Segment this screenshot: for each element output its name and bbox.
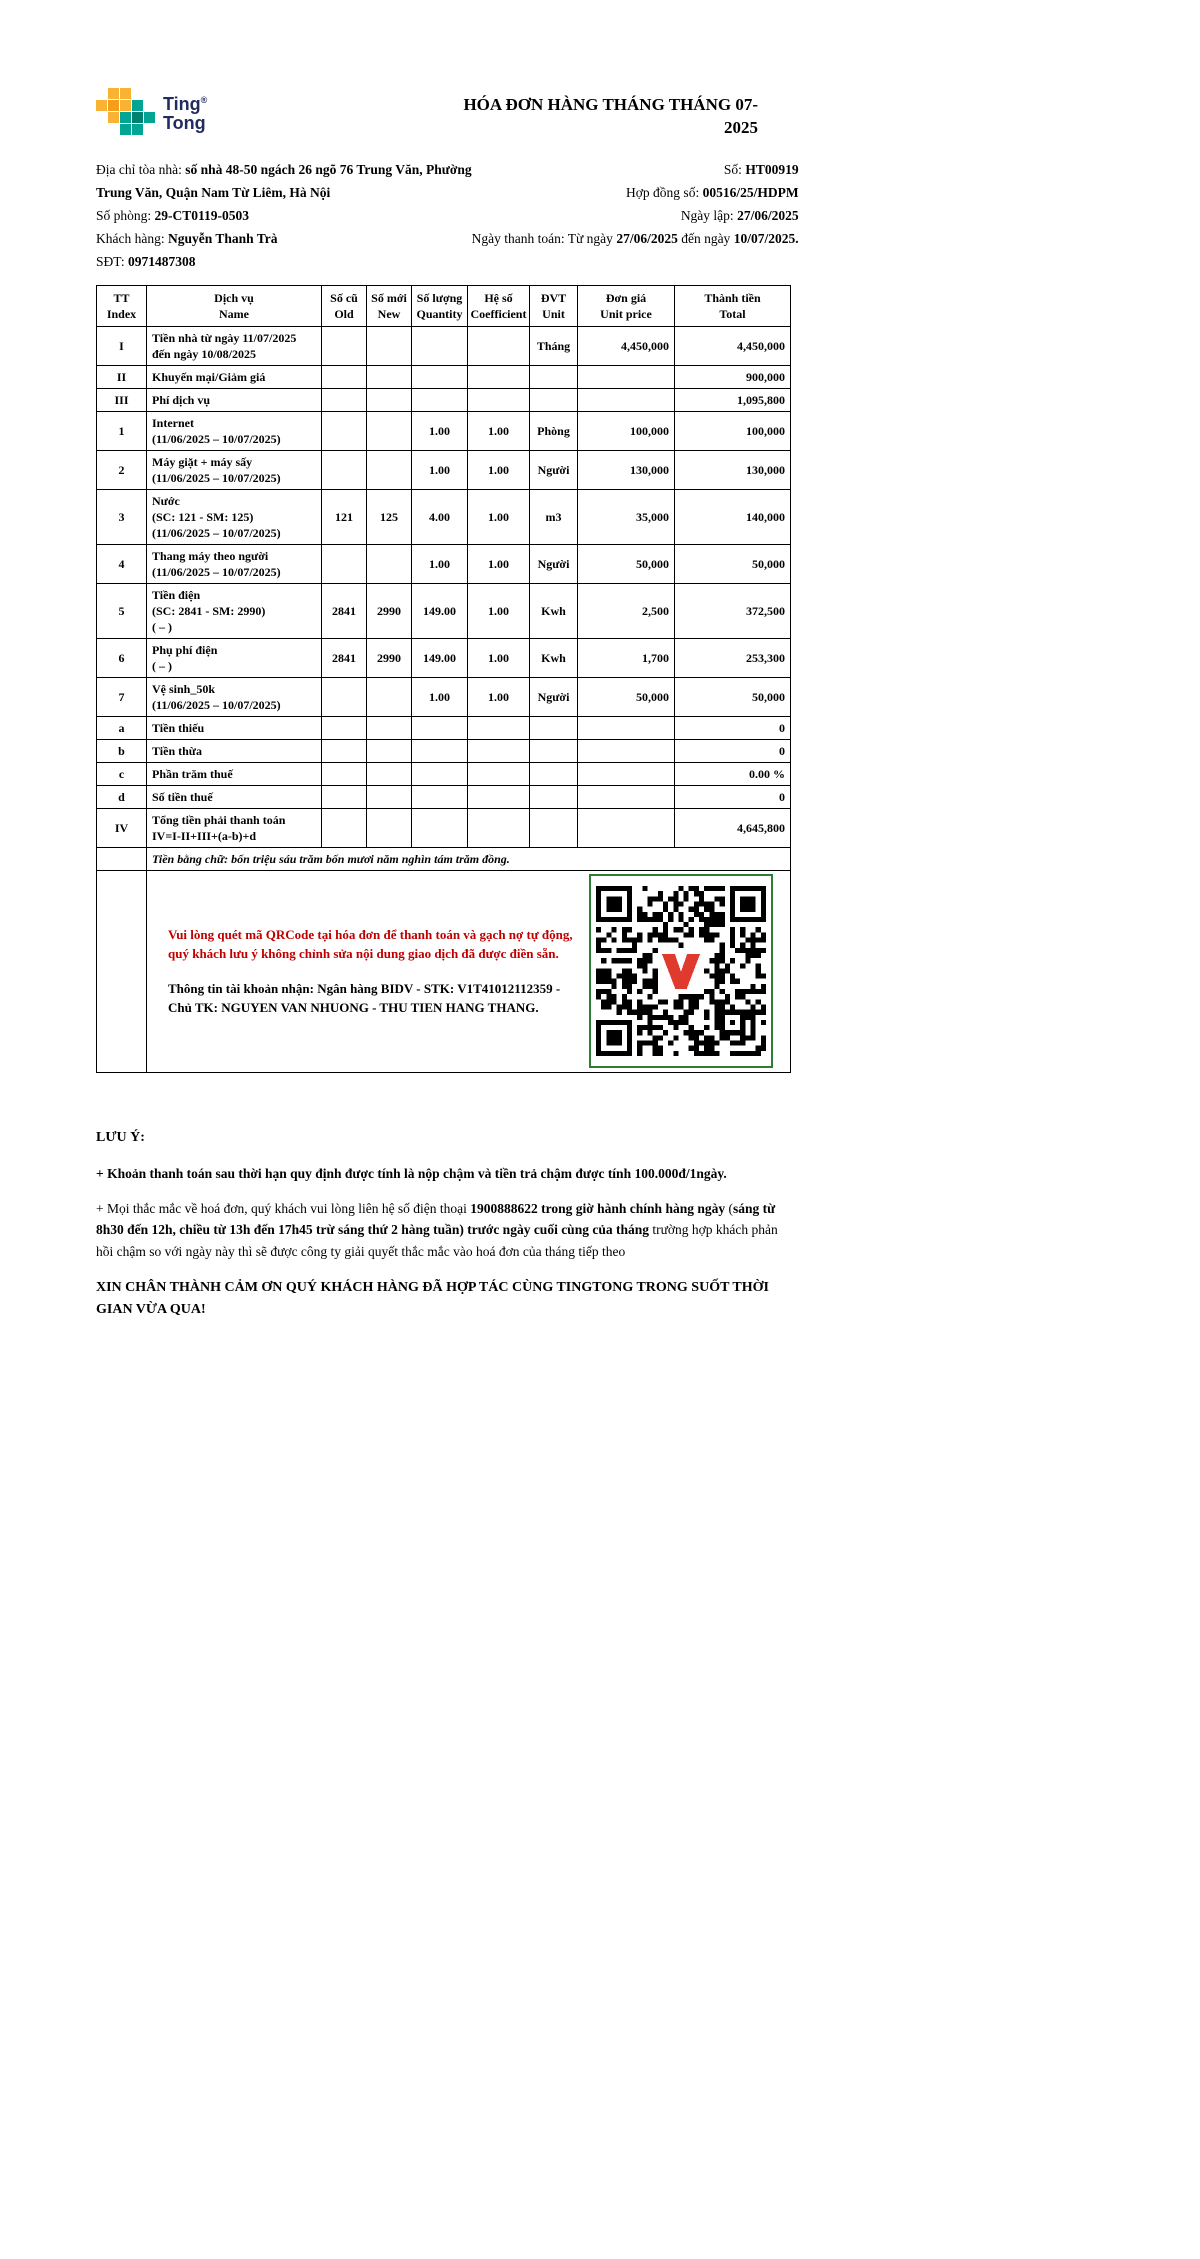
table-row [97,638,791,677]
cell-service [147,762,322,785]
cell-coefficient [468,716,530,739]
service-name-line: (SC: 121 - SM: 125) [152,509,254,524]
cell-total: 100,000 [675,411,791,450]
cell-total: 50,000 [675,677,791,716]
cell-total: 0 [675,716,791,739]
cell-service [147,739,322,762]
cell-old: 2841 [322,583,367,638]
cell-old: 2841 [322,638,367,677]
service-name-line: Tiền thiếu [152,720,205,735]
cell-new: 125 [367,489,412,544]
table-row [97,739,791,762]
cell-service [147,785,322,808]
cell-total: 1,095,800 [675,388,791,411]
invoice-meta-left [96,158,472,273]
cell-coefficient [468,388,530,411]
cell-unit [530,739,578,762]
hotline-number: 1900888622 trong giờ hành chính hàng ngày [470,1200,726,1216]
cell-unit-price [578,388,675,411]
cell-unit [530,762,578,785]
service-name-line: Tiền điện [152,587,201,602]
cell-unit: Tháng [530,326,578,365]
service-name-line: Phụ phí điện [152,642,218,657]
cell-unit [530,388,578,411]
cell-quantity: 4.00 [412,489,468,544]
cell-unit-price [578,762,675,785]
cell-coefficient: 1.00 [468,583,530,638]
deadline-phrase: trước ngày cuối cùng của tháng [467,1222,649,1238]
payment-to-date: 10/07/2025. [733,230,799,246]
service-name-line: IV=I-II+III+(a-b)+d [152,828,257,843]
amount-in-words-label: Tiền bằng chữ: [152,851,232,866]
cell-unit-price [578,785,675,808]
address-label: Địa chỉ tòa nhà: [96,161,186,177]
cell-old [322,365,367,388]
logo-line-ting: Ting® [163,93,208,114]
cell-service [147,411,322,450]
service-name-line: Thang máy theo người [152,548,269,563]
service-name-line: Internet [152,415,194,430]
issue-date [472,204,799,227]
table-row [97,326,791,365]
cell-quantity [412,388,468,411]
invoice-number [472,158,799,181]
service-name-line: (11/06/2025 – 10/07/2025) [152,470,281,485]
invoice-title-line2: 2025 [724,117,758,137]
cell-unit-price: 130,000 [578,450,675,489]
cell-coefficient: 1.00 [468,544,530,583]
registered-mark: ® [200,94,208,105]
service-name-line: (11/06/2025 – 10/07/2025) [152,697,281,712]
late-payment-note: + Khoản thanh toán sau thời hạn quy định được tính là nộp chậm và tiền trả chậm được tính 100.000đ/1ngày. [96,1166,727,1182]
col-header-new: Số mới New [367,285,412,326]
cell-new [367,544,412,583]
cell-new [367,739,412,762]
customer-phone [96,250,472,273]
col-header-coefficient: Hệ số Coefficient [468,285,530,326]
cell-index: IV [97,808,147,847]
table-row [97,544,791,583]
cell-old [322,785,367,808]
cell-new: 2990 [367,583,412,638]
cell-coefficient [468,739,530,762]
cell-quantity [412,716,468,739]
cell-index: a [97,716,147,739]
room-label: Số phòng: [96,207,155,223]
cell-index: 2 [97,450,147,489]
cell-index: 1 [97,411,147,450]
invoice-meta-right [472,158,831,273]
building-address-line1 [96,158,472,181]
cell-coefficient: 1.00 [468,489,530,544]
service-name-line: (11/06/2025 – 10/07/2025) [152,564,281,579]
cell-old [322,411,367,450]
cell-index [97,847,147,870]
cell-old [322,677,367,716]
cell-old [322,544,367,583]
invoice-footer [96,1127,790,1322]
payment-from-date: 27/06/2025 [616,230,678,246]
cell-unit-price [578,716,675,739]
cell-service [147,716,322,739]
cell-quantity [412,739,468,762]
address-value-1: số nhà 48-50 ngách 26 ngõ 76 Trung Văn, Phường [185,161,472,177]
table-row [97,489,791,544]
cell-total: 0 [675,739,791,762]
cell-service [147,638,322,677]
issue-date-label: Ngày lập: [680,207,738,223]
hotline-note: + Mọi thắc mắc về hoá đơn, quý khách vui lòng liên hệ số điện thoại 1900888622 trong giờ hành chính hàng ngày (sáng từ 8h30 đến 12h, chiều từ 13h đến 17h45 trừ sáng thứ 2 hàng tuần) trước ngày cuối cùng của tháng trường hợp khách phản hồi chậm so với ngày này thì sẽ được công ty giải quyết thắc mắc vào hoá đơn của tháng tiếp theo [96,1200,778,1260]
cell-unit: Kwh [530,638,578,677]
cell-unit: Người [530,544,578,583]
cell-index: c [97,762,147,785]
table-row [97,785,791,808]
contract-label: Hợp đồng số: [626,184,703,200]
cell-total: 4,450,000 [675,326,791,365]
cell-index [97,870,147,1072]
bank-account-info: Thông tin tài khoản nhận: Ngân hàng BIDV - STK: V1T41012112359 - Chủ TK: NGUYEN VAN NHUONG - THU TIEN HANG THANG. [168,980,561,1016]
account-holder: NGUYEN VAN NHUONG - THU TIEN HANG THANG [221,1000,536,1016]
cell-index: 3 [97,489,147,544]
cell-quantity [412,808,468,847]
cell-unit [530,808,578,847]
cell-quantity [412,365,468,388]
cell-quantity [412,785,468,808]
cell-new [367,785,412,808]
cell-unit [530,365,578,388]
col-header-quantity: Số lượng Quantity [412,285,468,326]
cell-service [147,544,322,583]
table-row [97,716,791,739]
table-row [97,411,791,450]
cell-old [322,388,367,411]
invoice-page [96,88,799,1321]
invoice-number-label: Số: [723,161,746,177]
cell-quantity: 149.00 [412,638,468,677]
cell-coefficient [468,762,530,785]
service-name-line: Tổng tiền phải thanh toán [152,812,286,827]
qr-warning-text: Vui lòng quét mã QRCode tại hóa đơn để thanh toán và gạch nợ tự động, quý khách lưu ý không chỉnh sửa nội dung giao dịch đã được điền sẵn. [168,926,573,962]
cell-index: 6 [97,638,147,677]
customer-name [96,227,472,250]
cell-new [367,677,412,716]
customer-label: Khách hàng: [96,230,168,246]
cell-unit-price: 50,000 [578,544,675,583]
cell-old [322,762,367,785]
col-header-index: TT Index [97,285,147,326]
cell-unit: m3 [530,489,578,544]
service-name-line: ( – ) [152,619,172,634]
cell-service [147,808,322,847]
service-name-line: Số tiền thuế [152,789,213,804]
service-name-line: (11/06/2025 – 10/07/2025) [152,525,281,540]
service-name-line: Máy giặt + máy sấy [152,454,253,469]
cell-new [367,808,412,847]
cell-new [367,388,412,411]
cell-index: III [97,388,147,411]
cell-service [147,388,322,411]
cell-unit-price [578,808,675,847]
cell-old [322,739,367,762]
cell-coefficient [468,326,530,365]
table-row [97,365,791,388]
cell-quantity: 1.00 [412,450,468,489]
service-name-line: Phần trăm thuế [152,766,233,781]
cell-total: 372,500 [675,583,791,638]
invoice-header [96,88,790,140]
table-row [97,762,791,785]
qr-instructions [152,925,589,1018]
cell-total: 50,000 [675,544,791,583]
cell-unit-price: 50,000 [578,677,675,716]
cell-unit-price: 35,000 [578,489,675,544]
service-name-line: Tiền thừa [152,743,202,758]
table-row [97,450,791,489]
qr-section [147,870,791,1072]
phone-value: 0971487308 [127,253,196,269]
qr-code [596,886,766,1056]
service-name-line: Phí dịch vụ [152,392,211,407]
cell-new [367,326,412,365]
cell-total: 0 [675,785,791,808]
cell-total: 140,000 [675,489,791,544]
cell-service [147,450,322,489]
cell-unit-price: 4,450,000 [578,326,675,365]
contract-value: 00516/25/HDPM [702,184,799,200]
cell-index: b [97,739,147,762]
cell-unit: Người [530,677,578,716]
hotline-hours: sáng từ 8h30 đến 12h, chiều từ 13h đến 17h45 trừ sáng thứ 2 hàng tuần) [96,1200,776,1238]
col-header-old: Số cũ Old [322,285,367,326]
qr-row [97,870,791,1072]
cell-new [367,411,412,450]
amount-in-words [147,847,791,870]
room-number [96,204,472,227]
cell-index: II [97,365,147,388]
invoice-title [463,94,790,140]
cell-old [322,450,367,489]
table-row-grand-total [97,808,791,847]
payment-period: Ngày thanh toán: Từ ngày 27/06/2025 đến ngày 10/07/2025. [471,230,799,246]
cell-new: 2990 [367,638,412,677]
cell-index: 4 [97,544,147,583]
cell-service [147,489,322,544]
cell-index: 5 [97,583,147,638]
cell-unit-price [578,365,675,388]
cell-coefficient [468,365,530,388]
cell-index: 7 [97,677,147,716]
cell-coefficient: 1.00 [468,638,530,677]
cell-quantity [412,762,468,785]
service-name-line: Tiền nhà từ ngày 11/07/2025 [152,330,297,345]
customer-value: Nguyễn Thanh Trà [167,230,278,246]
table-row [97,388,791,411]
table-header-row [97,285,791,326]
cell-unit-price: 100,000 [578,411,675,450]
col-header-unit: ĐVT Unit [530,285,578,326]
qr-frame [589,874,773,1068]
cell-old [322,716,367,739]
table-row [97,677,791,716]
cell-coefficient: 1.00 [468,411,530,450]
cell-coefficient: 1.00 [468,677,530,716]
cell-quantity [412,326,468,365]
cell-new [367,365,412,388]
service-name-line: (11/06/2025 – 10/07/2025) [152,431,281,446]
cell-quantity: 1.00 [412,411,468,450]
service-name-line: Vệ sinh_50k [152,681,216,696]
cell-service [147,583,322,638]
tingtong-logo [96,88,207,135]
service-name-line: Khuyến mại/Giảm giá [152,369,266,384]
cell-quantity: 149.00 [412,583,468,638]
invoice-number-value: HT00919 [745,161,799,177]
table-row [97,583,791,638]
contract-number [472,181,799,204]
room-value: 29-CT0119-0503 [154,207,250,223]
cell-total: 0.00 % [675,762,791,785]
notes-heading: LƯU Ý: [96,1129,145,1145]
logo-line-tong: Tong [163,112,206,133]
cell-unit [530,716,578,739]
cell-total: 253,300 [675,638,791,677]
service-name-line: Nước [152,493,180,508]
cell-old [322,326,367,365]
amount-in-words-row [97,847,791,870]
invoice-title-line1: HÓA ĐƠN HÀNG THÁNG THÁNG 07- [463,95,758,114]
cell-quantity: 1.00 [412,677,468,716]
cell-unit: Kwh [530,583,578,638]
service-name-line: đến ngày 10/08/2025 [152,346,257,361]
cell-unit-price: 2,500 [578,583,675,638]
cell-coefficient [468,808,530,847]
cell-coefficient [468,785,530,808]
cell-new [367,450,412,489]
cell-service [147,677,322,716]
cell-unit: Phòng [530,411,578,450]
cell-unit-price: 1,700 [578,638,675,677]
cell-new [367,762,412,785]
cell-grand-total: 4,645,800 [675,808,791,847]
cell-unit [530,785,578,808]
amount-in-words-value: bốn triệu sáu trăm bốn mươi năm nghìn tám trăm đồng. [231,851,510,866]
cell-service [147,365,322,388]
thank-you-message: XIN CHÂN THÀNH CẢM ƠN QUÝ KHÁCH HÀNG ĐÃ HỢP TÁC CÙNG TINGTONG TRONG SUỐT THỜI GIAN VỪA QUA! [96,1279,769,1318]
tingtong-logo-text [163,91,207,133]
account-number: V1T41012112359 [457,980,553,996]
cell-old [322,808,367,847]
cell-quantity: 1.00 [412,544,468,583]
cell-index: d [97,785,147,808]
cell-service [147,326,322,365]
col-header-unit-price: Đơn giá Unit price [578,285,675,326]
col-header-total: Thành tiền Total [675,285,791,326]
invoice-table [96,285,791,1073]
cell-unit: Người [530,450,578,489]
cell-new [367,716,412,739]
issue-date-value: 27/06/2025 [737,207,799,223]
col-header-service: Dịch vụ Name [147,285,322,326]
invoice-meta [96,158,799,273]
cell-coefficient: 1.00 [468,450,530,489]
service-name-line: ( – ) [152,658,172,673]
cell-total: 900,000 [675,365,791,388]
cell-old: 121 [322,489,367,544]
phone-label: SĐT: [96,253,128,269]
building-address-line2 [96,181,472,204]
cell-index: I [97,326,147,365]
cell-unit-price [578,739,675,762]
service-name-line: (SC: 2841 - SM: 2990) [152,603,266,618]
address-value-2: Trung Văn, Quận Nam Từ Liêm, Hà Nội [96,184,331,200]
cell-total: 130,000 [675,450,791,489]
tingtong-logo-icon [96,88,155,135]
